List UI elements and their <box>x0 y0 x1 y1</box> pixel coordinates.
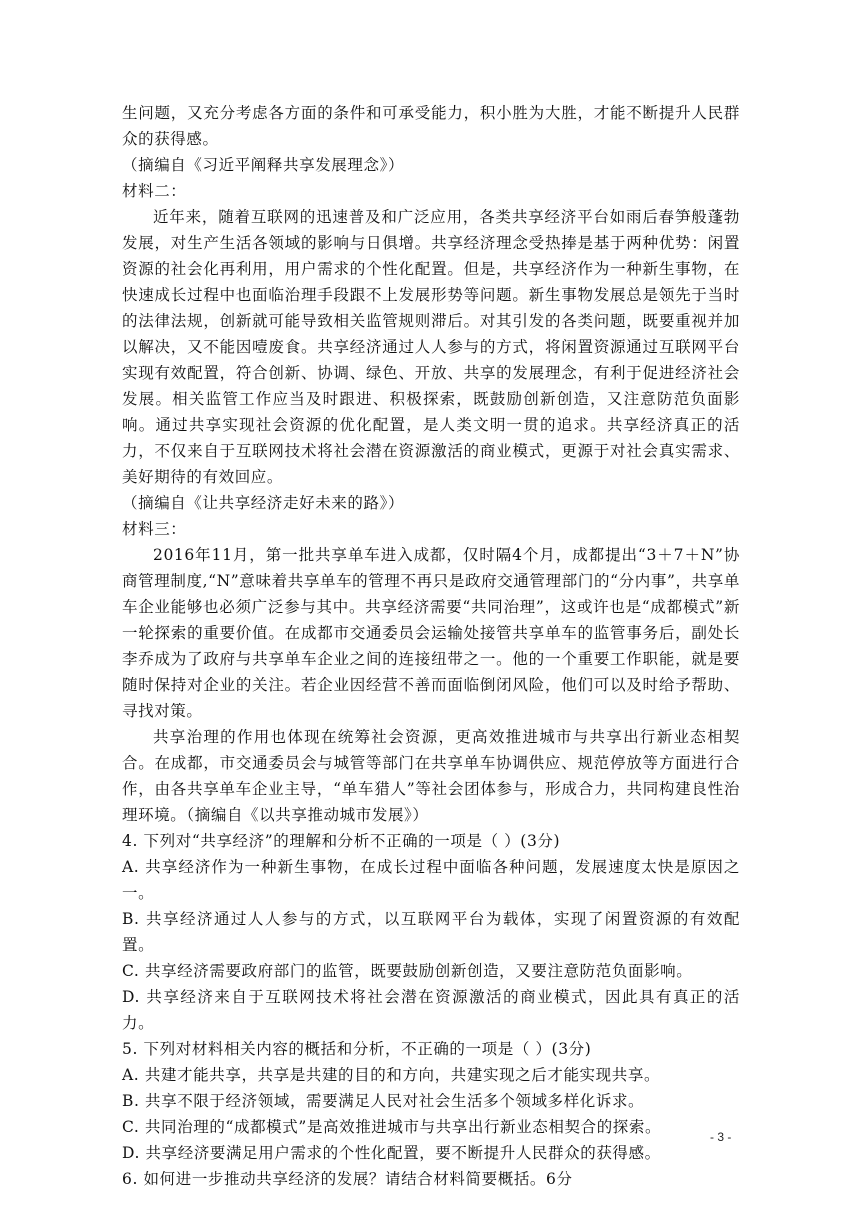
question-5-stem: 5. 下列对材料相关内容的概括和分析，不正确的一项是（ ）(3分) <box>122 1040 592 1058</box>
material1-source: （摘编自《习近平阐释共享发展理念》） <box>122 156 405 174</box>
material3-heading: 材料三： <box>122 520 187 538</box>
material1-tail-paragraph: 生问题，又充分考虑各方面的条件和可承受能力，积小胜为大胜，才能不断提升人民群众的获得感。 <box>122 104 740 148</box>
question-5-option-a: A. 共建才能共享，共享是共建的目的和方向，共建实现之后才能实现共享。 <box>122 1066 661 1084</box>
question-4-stem: 4. 下列对“共享经济”的理解和分析不正确的一项是（ ）(3分) <box>122 832 561 850</box>
material2-heading: 材料二： <box>122 182 187 200</box>
question-4-option-d: D. 共享经济来自于互联网技术将社会潜在资源激活的商业模式，因此具有真正的活力。 <box>122 988 740 1032</box>
page-number: - 3 - <box>710 1130 732 1144</box>
document-body <box>122 100 740 1192</box>
question-6 <box>122 1166 740 1192</box>
material2-body-paragraph: 近年来，随着互联网的迅速普及和广泛应用，各类共享经济平台如雨后春笋般蓬勃发展，对生产生活各领域的影响与日俱增。共享经济理念受热捧是基于两种优势：闲置资源的社会化再利用，用户需求的个性化配置。但是，共享经济作为一种新生事物，在快速成长过程中也面临治理手段跟不上发展形势等问题。新生事物发展总是领先于当时的法律法规，创新就可能导致相关监管规则滞后。对其引发的各类问题，既要重视并加以解决，又不能因噎废食。共享经济通过人人参与的方式，将闲置资源通过互联网平台实现有效配置，符合创新、协调、绿色、开放、共享的发展理念，有利于促进经济社会发展。相关监管工作应当及时跟进、积极探索，既鼓励创新创造，又注意防范负面影响。通过共享实现社会资源的优化配置，是人类文明一贯的追求。共享经济真正的活力，不仅来自于互联网技术将社会潜在资源激活的商业模式，更源于对社会真实需求、美好期待的有效回应。 <box>122 208 740 486</box>
material2-source: （摘编自《让共享经济走好未来的路》） <box>122 494 405 512</box>
question-5-option-d: D. 共享经济要满足用户需求的个性化配置，要不断提升人民群众的获得感。 <box>122 1144 661 1162</box>
question-6-stem: 6. 如何进一步推动共享经济的发展？请结合材料简要概括。6分 <box>122 1170 573 1188</box>
question-4-option-a: A. 共享经济作为一种新生事物，在成长过程中面临各种问题，发展速度太快是原因之一。 <box>122 858 740 902</box>
question-5-option-b: B. 共享不限于经济领域，需要满足人民对社会生活多个领域多样化诉求。 <box>122 1092 645 1110</box>
question-4 <box>122 828 740 1036</box>
question-4-option-c: C. 共享经济需要政府部门的监管，既要鼓励创新创造，又要注意防范负面影响。 <box>122 962 693 980</box>
question-4-option-b: B. 共享经济通过人人参与的方式，以互联网平台为载体，实现了闲置资源的有效配置。 <box>122 910 740 954</box>
question-5-option-c: C. 共同治理的“成都模式”是高效推进城市与共享出行新业态相契合的探索。 <box>122 1118 662 1136</box>
material3-paragraph-2: 共享治理的作用也体现在统筹社会资源，更高效推进城市与共享出行新业态相契合。在成都，市交通委员会与城管等部门在共享单车协调供应、规范停放等方面进行合作，由各共享单车企业主导，“单车猎人”等社会团体参与，形成合力，共同构建良性治理环境。（摘编自《以共享推动城市发展》） <box>122 728 740 824</box>
material3-paragraph-1: 2016年11月，第一批共享单车进入成都，仅时隔4个月，成都提出“3＋7＋N”协商管理制度,“N”意味着共享单车的管理不再只是政府交通管理部门的“分内事”，共享单车企业能够也必须广泛参与其中。共享经济需要“共同治理”，这或许也是“成都模式”新一轮探索的重要价值。在成都市交通委员会运输处接管共享单车的监管事务后，副处长李乔成为了政府与共享单车企业之间的连接纽带之一。他的一个重要工作职能，就是要随时保持对企业的关注。若企业因经营不善而面临倒闭风险，他们可以及时给予帮助、寻找对策。 <box>122 546 740 720</box>
question-5 <box>122 1036 740 1166</box>
